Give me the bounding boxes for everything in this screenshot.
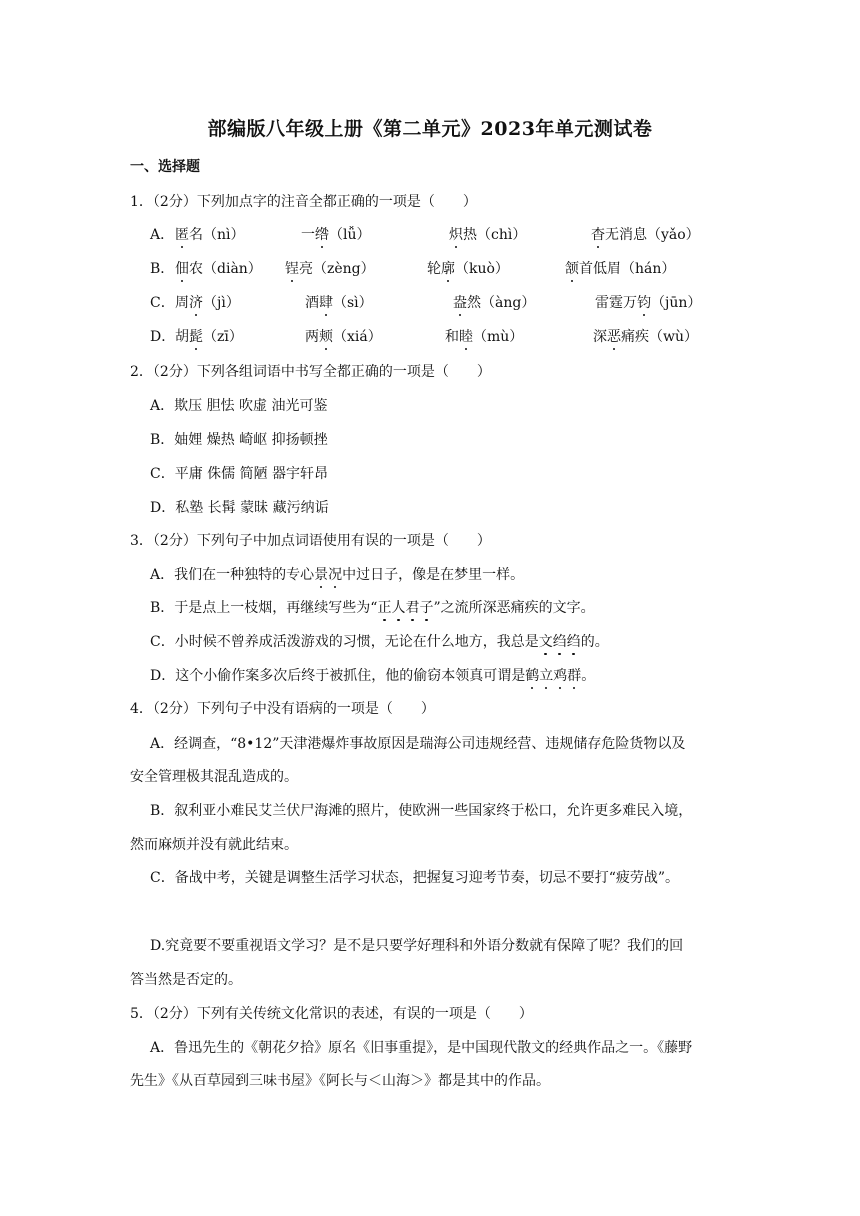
- dotted-char: 睦: [459, 326, 473, 346]
- q3-option-d: D．这个小偷作案多次后终于被抓住，他的偷窃本领真可谓是鹤立鸡群。: [150, 665, 595, 685]
- question-2-stem: 2．（2分）下列各组词语中书写全都正确的一项是（ ）: [130, 364, 491, 380]
- dotted-char: 锃: [285, 258, 299, 278]
- q1-option-c-item-3: 盎然（àng）: [453, 292, 535, 312]
- dotted-char: 人: [391, 597, 405, 617]
- dotted-char: 匿: [175, 224, 189, 244]
- q1-option-a-item-1: 匿名（nì）: [175, 224, 245, 244]
- q1-option-c-item-1: 周济（jì）: [175, 292, 240, 312]
- dotted-char: 肆: [319, 292, 333, 312]
- dotted-char: 廓: [441, 258, 455, 278]
- dotted-char: 绺: [315, 224, 329, 244]
- q1-option-a-item-2: 一绺（lǚ）: [301, 224, 371, 244]
- dotted-char: 炽: [449, 224, 463, 244]
- q1-option-d-label: D．: [150, 329, 176, 345]
- q1-option-a-item-4: 杳无消息（yǎo）: [591, 224, 700, 244]
- q1-option-b-item-2: 锃亮（zèng）: [285, 258, 375, 278]
- dotted-char: 文: [539, 631, 553, 651]
- dotted-char: 盎: [453, 292, 467, 312]
- q2-option-b: B．妯娌 燥热 崎岖 抑扬顿挫: [150, 432, 328, 448]
- q4-option-c-line-1: C．备战中考，关键是调整生活学习状态，把握复习迎考节奏，切忌不要打“疲劳战”。: [150, 870, 680, 886]
- q4-option-b-line-1: B．叙利亚小难民艾兰伏尸海滩的照片，使欧洲一些国家终于松口，允许更多难民入境，: [150, 803, 693, 819]
- q1-option-d-item-2: 两颊（xiá）: [305, 326, 382, 346]
- dotted-char: 况: [328, 564, 342, 584]
- q1-option-a-item-3: 炽热（chì）: [449, 224, 526, 244]
- dotted-char: 景: [314, 564, 328, 584]
- q3-option-c: C．小时候不曾养成活泼游戏的习惯，无论在什么地方，我总是文绉绉的。: [150, 631, 609, 651]
- q1-option-c-label: C．: [150, 295, 175, 311]
- dotted-char: 立: [539, 665, 553, 685]
- q1-option-c-item-4: 雷霆万钧（jūn）: [595, 292, 701, 312]
- exam-title: 部编版八年级上册《第二单元》2023年单元测试卷: [207, 118, 653, 140]
- q1-option-d-item-4: 深恶痛疾（wù）: [593, 326, 698, 346]
- q1-option-a-label: A．: [150, 227, 175, 243]
- q1-option-b-label: B．: [150, 261, 175, 277]
- q1-option-b-item-4: 颔首低眉（hán）: [565, 258, 675, 278]
- q1-option-b-item-3: 轮廓（kuò）: [427, 258, 509, 278]
- dotted-char: 佃: [175, 258, 189, 278]
- q4-option-b-line-2: 然而麻烦并没有就此结束。: [130, 837, 298, 853]
- q4-option-a-line-2: 安全管理极其混乱造成的。: [130, 769, 298, 785]
- dotted-char: 绉: [567, 631, 581, 651]
- dotted-char: 子: [419, 597, 433, 617]
- q1-option-c-item-2: 酒肆（sì）: [305, 292, 373, 312]
- dotted-char: 济: [189, 292, 203, 312]
- question-4-stem: 4．（2分）下列句子中没有语病的一项是（ ）: [130, 701, 435, 717]
- q1-option-d-item-3: 和睦（mù）: [445, 326, 523, 346]
- q1-option-d-item-1: 胡髭（zī）: [175, 326, 243, 346]
- dotted-char: 颔: [565, 258, 579, 278]
- dotted-char: 群: [567, 665, 581, 685]
- section-heading: 一、选择题: [130, 159, 200, 175]
- question-3-stem: 3．（2分）下列句子中加点词语使用有误的一项是（ ）: [130, 533, 491, 549]
- dotted-char: 正: [377, 597, 391, 617]
- dotted-char: 君: [405, 597, 419, 617]
- question-1-stem: 1．（2分）下列加点字的注音全都正确的一项是（ ）: [130, 194, 477, 210]
- dotted-char: 髭: [189, 326, 203, 346]
- dotted-char: 鸡: [553, 665, 567, 685]
- q2-option-d: D．私塾 长髯 蒙昧 藏污纳诟: [150, 500, 329, 516]
- dotted-char: 绉: [553, 631, 567, 651]
- q5-option-a-line-2: 先生》《从百草园到三味书屋》《阿长与＜山海＞》都是其中的作品。: [130, 1073, 550, 1089]
- q2-option-c: C．平庸 侏儒 简陋 器宇轩昂: [150, 466, 329, 482]
- question-5-stem: 5．（2分）下列有关传统文化常识的表述，有误的一项是（ ）: [130, 1006, 533, 1022]
- q2-option-a: A．欺压 胆怯 吹虚 油光可鉴: [150, 398, 328, 414]
- dotted-char: 恶: [607, 326, 621, 346]
- dotted-char: 鹤: [525, 665, 539, 685]
- q3-option-b: B．于是点上一枝烟，再继续写些为“正人君子”之流所深恶痛疾的文字。: [150, 597, 595, 617]
- q3-option-a: A．我们在一种独特的专心景况中过日子，像是在梦里一样。: [150, 564, 524, 584]
- dotted-char: 杳: [591, 224, 605, 244]
- q5-option-a-line-1: A．鲁迅先生的《朝花夕拾》原名《旧事重提》，是中国现代散文的经典作品之一。《藤野: [150, 1040, 693, 1056]
- q4-option-d-line-1: D.究竟要不要重视语文学习？是不是只要学好理科和外语分数就有保障了呢？我们的回: [150, 938, 684, 954]
- dotted-char: 钧: [637, 292, 651, 312]
- dotted-char: 颊: [319, 326, 333, 346]
- q4-option-d-line-2: 答当然是否定的。: [130, 972, 242, 988]
- q1-option-b-item-1: 佃农（diàn）: [175, 258, 262, 278]
- q4-option-a-line-1: A．经调查，“8•12”天津港爆炸事故原因是瑞海公司违规经营、违规储存危险货物以及: [150, 736, 686, 752]
